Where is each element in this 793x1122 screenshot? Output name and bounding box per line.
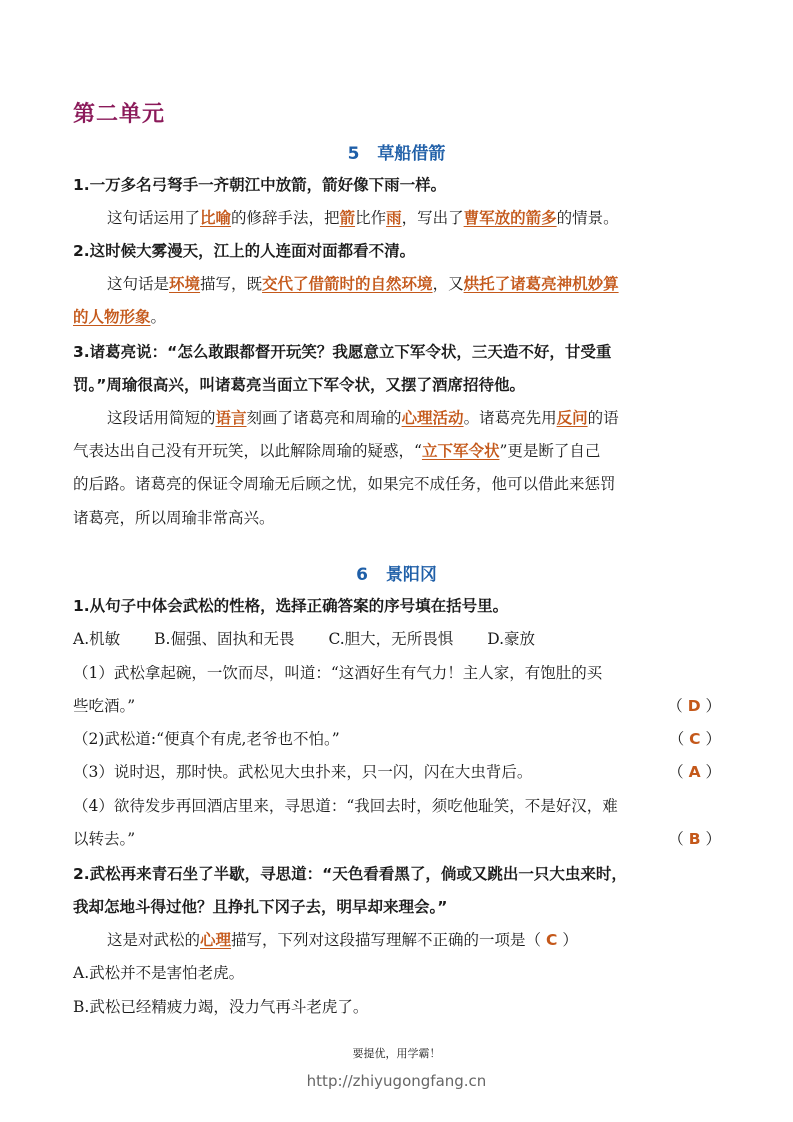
text: 。	[150, 308, 167, 326]
answer-bracket-3: （ A ）	[668, 763, 721, 781]
highlight: 曹军放的箭多	[463, 209, 557, 227]
option-c: C.胆大，无所畏惧	[328, 630, 454, 648]
highlight: 比喻	[200, 209, 232, 227]
text: ”更是断了自己	[499, 442, 601, 460]
answer-value: A	[688, 763, 701, 781]
highlight: 语言	[215, 409, 247, 427]
footer-url[interactable]: http://zhiyugongfang.cn	[306, 1072, 487, 1090]
unit-title: 第二单元	[73, 102, 166, 127]
text: 这是对武松的	[107, 931, 201, 949]
l5-answer-1	[107, 206, 723, 228]
answer-bracket-4: （ B ）	[668, 830, 721, 848]
highlight: 立下军令状	[421, 442, 500, 460]
highlight: 雨	[386, 209, 402, 227]
footer-note: 要提优，用学霸！	[352, 1047, 441, 1060]
highlight: 环境	[169, 275, 201, 293]
highlight: 箭	[339, 209, 356, 227]
text: 。诸葛亮先用	[463, 409, 557, 427]
answer-value: C	[689, 730, 701, 748]
l5-answer-3-line-3: 的后路。诸葛亮的保证令周瑜无后顾之忧，如果完不成任务，他可以借此来惩罚	[73, 475, 616, 493]
lesson-6-number: 6	[356, 565, 368, 585]
l6-answer-2	[107, 928, 723, 950]
highlight: 心理活动	[401, 409, 464, 427]
l6-sentence-4-line-1: （4）欲待发步再回酒店里来，寻思道：“我回去时，须吃他耻笑，不是好汉，难	[73, 797, 618, 815]
l5-answer-3-line-4: 诸葛亮，所以周瑜非常高兴。	[73, 509, 275, 527]
lesson-5-number: 5	[347, 144, 360, 164]
l6-sentence-1-line-2: 些吃酒。”	[73, 697, 136, 715]
l5-question-3-line-2: 罚。”周瑜很高兴，叫诸葛亮当面立下军令状，又摆了酒席招待他。	[73, 376, 525, 394]
text: 这段话用简短的	[107, 409, 216, 427]
highlight: 的人物形象	[73, 308, 151, 326]
l6-question-2-line-1: 2.武松再来青石坐了半歇，寻思道：“天色看看黑了，倘或又跳出一只大虫来时，	[73, 865, 627, 883]
text: 的修辞手法，把	[231, 209, 340, 227]
lesson-6-title	[0, 560, 793, 585]
l5-answer-2-line-1	[107, 272, 723, 294]
highlight: 烘托了诸葛亮神机妙算	[463, 275, 619, 293]
text: 气表达出自己没有开玩笑，以此解除周瑜的疑惑，“	[73, 442, 422, 460]
option-a: A.机敏	[73, 630, 121, 648]
highlight: 交代了借箭时的自然环境	[262, 275, 433, 293]
text: 刻画了诸葛亮和周瑜的	[246, 409, 402, 427]
l5-question-2: 2.这时候大雾漫天，江上的人连面对面都看不清。	[73, 242, 416, 260]
text: 的情景。	[556, 209, 619, 227]
l6-sentence-4-line-2: 以转去。”	[73, 830, 136, 848]
text: 这句话运用了	[107, 209, 201, 227]
answer-bracket-1: （ D ）	[667, 697, 721, 715]
answer-value: C	[545, 931, 558, 949]
text: 这句话是	[107, 275, 170, 293]
l5-answer-3-line-2	[73, 439, 723, 461]
highlight: 心理	[200, 931, 232, 949]
text: ，又	[432, 275, 464, 293]
l5-answer-3-line-1	[107, 406, 723, 428]
text: 的语	[587, 409, 619, 427]
l6-sentence-2: （2)武松道:“便真个有虎,老爷也不怕。”	[73, 730, 340, 748]
text: 描写，既	[200, 275, 263, 293]
l6-sentence-1-line-1: （1）武松拿起碗，一饮而尽，叫道：“这酒好生有气力！主人家，有饱肚的买	[73, 664, 603, 682]
l5-answer-2-line-2	[73, 305, 723, 327]
lesson-6-name: 景阳冈	[385, 565, 437, 585]
answer-bracket-2: （ C ）	[668, 730, 721, 748]
l6-option-a-statement: A.武松并不是害怕老虎。	[73, 964, 245, 982]
l6-option-b-statement: B.武松已经精疲力竭，没力气再斗老虎了。	[73, 998, 369, 1016]
text: 比作	[355, 209, 387, 227]
answer-value: B	[688, 830, 701, 848]
l6-question-2-line-2: 我却怎地斗得过他？且挣扎下冈子去，明早却来理会。”	[73, 898, 448, 916]
option-b: B.倔强、固执和无畏	[154, 630, 295, 648]
text: 描写，下列对这段描写理解不正确的一项是（	[231, 931, 542, 949]
l5-question-3-line-1: 3.诸葛亮说：“怎么敢跟都督开玩笑？我愿意立下军令状，三天造不好，甘受重	[73, 343, 612, 361]
option-d: D.豪放	[487, 630, 536, 648]
l6-question-1: 1.从句子中体会武松的性格，选择正确答案的序号填在括号里。	[73, 597, 509, 615]
lesson-5-title	[0, 139, 793, 164]
l6-sentence-3: （3）说时迟，那时快。武松见大虫扑来，只一闪，闪在大虫背后。	[73, 763, 533, 781]
lesson-5-name: 草船借箭	[377, 144, 446, 164]
highlight: 反问	[556, 409, 588, 427]
answer-value: D	[687, 697, 701, 715]
l6-options	[73, 627, 723, 649]
l5-question-1: 1.一万多名弓弩手一齐朝江中放箭，箭好像下雨一样。	[73, 176, 447, 194]
text: ）	[562, 931, 578, 949]
text: ，写出了	[401, 209, 464, 227]
